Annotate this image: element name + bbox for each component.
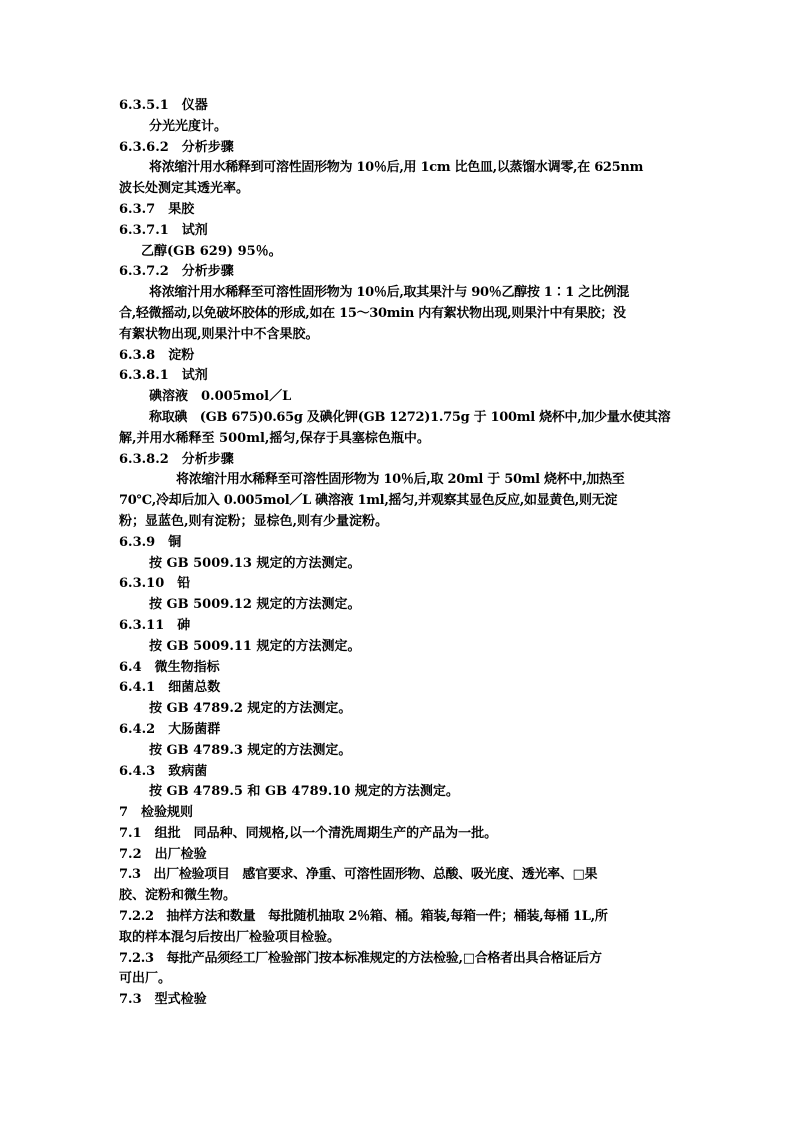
section-heading-6-3-7-1: 6.3.7.1 试剂 [119,222,208,238]
paragraph-line: 按 GB 4789.2 规定的方法测定。 [149,701,352,717]
paragraph-line: 将浓缩汁用水稀释到可溶性固形物为 10％后,用 1cm 比色皿,以蒸馏水调零,在 625nm [149,160,644,176]
section-heading-6-3-8-2: 6.3.8.2 分析步骤 [119,451,234,467]
paragraph-line: 胶、淀粉和微生物。 [119,888,237,904]
document-page [119,96,671,1011]
paragraph-line: 称取碘 (GB 675)0.65g 及碘化钾(GB 1272)1.75g 于 100ml 烧杯中,加少量水使其溶 [149,409,671,425]
paragraph-line: 有絮状物出现,则果汁中不含果胶。 [119,326,319,342]
section-heading-6-3-11: 6.3.11 砷 [119,617,191,633]
section-heading-7: 7 检验规则 [119,805,194,821]
section-heading-7-2-2: 7.2.2 抽样方法和数量 每批随机抽取 2％箱、桶。箱装,每箱一件；桶装,每桶 1L,所 [119,909,608,925]
paragraph-line: 将浓缩汁用水稀释至可溶性固形物为 10％后,取其果汁与 90％乙醇按 1∶1 之比例混 [149,285,630,301]
paragraph-line: 粉；显蓝色,则有淀粉；显棕色,则有少量淀粉。 [119,513,389,529]
section-heading-6-4-3: 6.4.3 致病菌 [119,763,208,779]
section-heading-6-3-7: 6.3.7 果胶 [119,201,195,217]
section-heading-7-3: 7.3 型式检验 [119,992,207,1008]
paragraph-line: 将浓缩汁用水稀释至可溶性固形物为 10％后,取 20ml 于 50ml 烧杯中,加热至 [176,472,625,488]
paragraph-line: 乙醇(GB 629) 95％。 [141,243,282,259]
paragraph-line: 合,轻微摇动,以免破坏胶体的形成,如在 15～30min 内有絮状物出现,则果汁中有果胶；没 [119,305,626,321]
section-heading-7-1: 7.1 组批 同品种、同规格,以一个清洗周期生产的产品为一批。 [119,825,498,841]
paragraph-line: 解,并用水稀释至 500ml,摇匀,保存于具塞棕色瓶中。 [119,430,430,446]
paragraph-line: 按 GB 5009.13 规定的方法测定。 [149,555,361,571]
section-heading-7-3-items: 7.3 出厂检验项目 感官要求、净重、可溶性固形物、总酸、吸光度、透光率、□果 [119,867,598,883]
paragraph-line: 分光光度计。 [149,118,228,134]
section-heading-7-2-3: 7.2.3 每批产品须经工厂检验部门按本标准规定的方法检验,□合格者出具合格证后方 [119,950,602,966]
section-heading-6-3-8: 6.3.8 淀粉 [119,347,195,363]
section-heading-6-3-9: 6.3.9 铜 [119,534,182,550]
section-heading-7-2: 7.2 出厂检验 [119,846,207,862]
paragraph-line: 碘溶液 0.005mol／L [149,389,292,405]
paragraph-line: 可出厂。 [119,971,172,987]
section-heading-6-3-5-1: 6.3.5.1 仪器 [119,98,208,113]
section-heading-6-3-6-2: 6.3.6.2 分析步骤 [119,139,234,155]
section-heading-6-4-2: 6.4.2 大肠菌群 [119,721,221,737]
paragraph-line: 按 GB 4789.5 和 GB 4789.10 规定的方法测定。 [149,784,459,800]
section-heading-6-3-8-1: 6.3.8.1 试剂 [119,368,208,384]
paragraph-line: 按 GB 5009.11 规定的方法测定。 [149,638,361,654]
section-heading-6-4-1: 6.4.1 细菌总数 [119,680,221,696]
section-heading-6-3-7-2: 6.3.7.2 分析步骤 [119,264,234,280]
paragraph-line: 按 GB 5009.12 规定的方法测定。 [149,597,361,613]
paragraph-line: 按 GB 4789.3 规定的方法测定。 [149,742,352,758]
section-heading-6-3-10: 6.3.10 铅 [119,576,191,592]
section-heading-6-4: 6.4 微生物指标 [119,659,220,675]
paragraph-line: 波长处测定其透光率。 [119,181,250,197]
paragraph-line: 70℃,冷却后加入 0.005mol／L 碘溶液 1ml,摇匀,并观察其显色反应,如显黄色,则无淀 [119,493,618,509]
paragraph-line: 取的样本混匀后按出厂检验项目检验。 [119,929,341,945]
